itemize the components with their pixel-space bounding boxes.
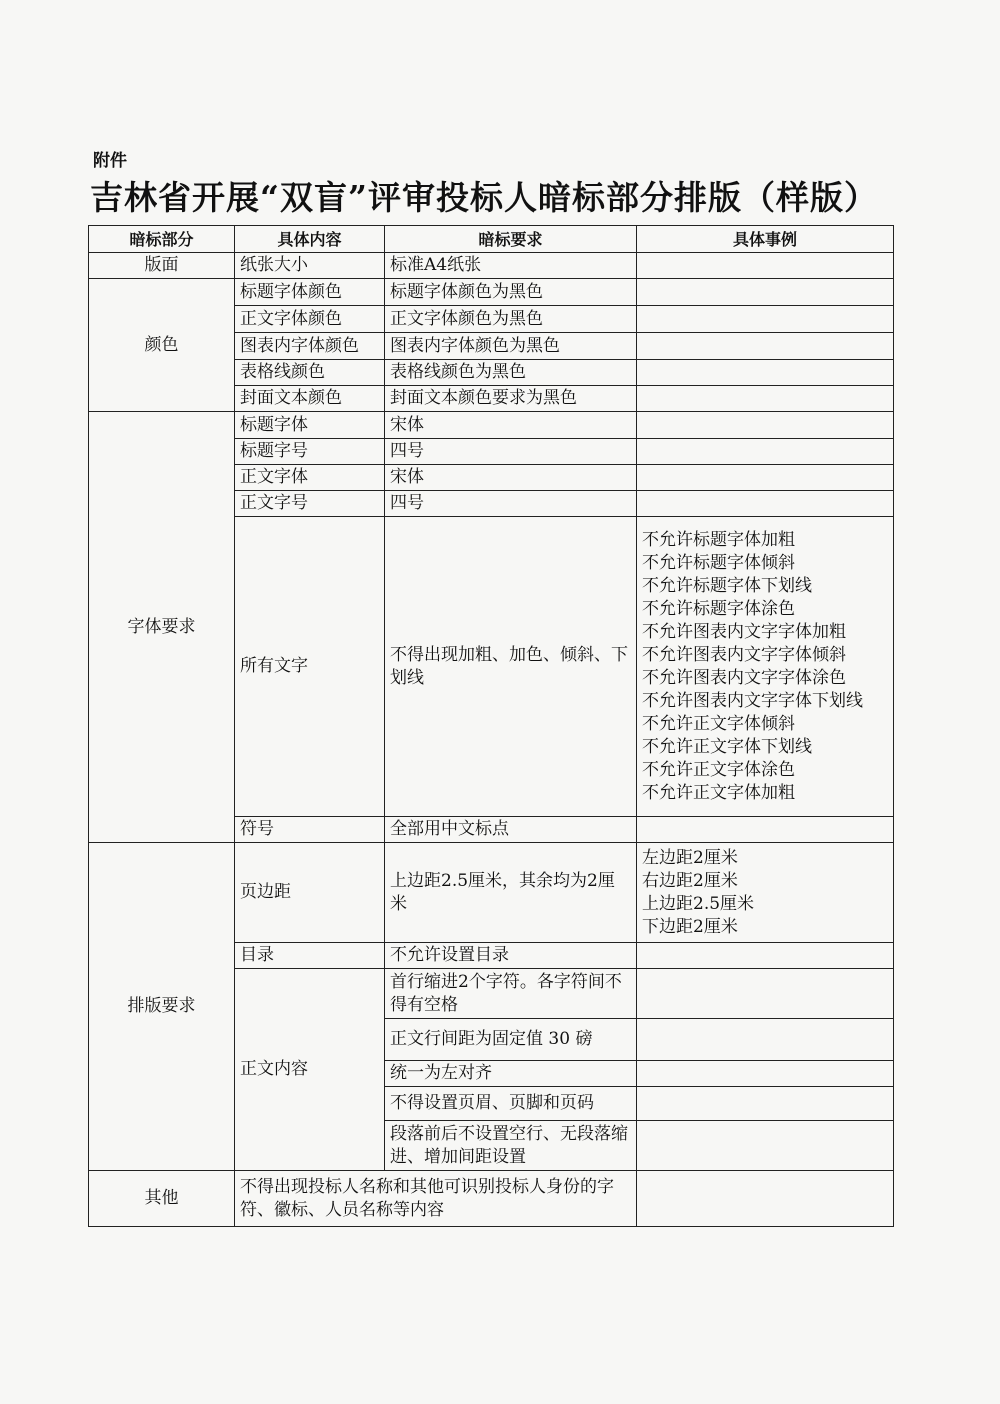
content-cell: 图表内字体颜色 [235, 333, 385, 360]
example-cell [637, 1019, 894, 1061]
example-item: 不允许图表内文字字体加粗 [642, 621, 846, 642]
example-cell [637, 465, 894, 491]
example-item: 不允许标题字体下划线 [642, 575, 812, 596]
example-cell [637, 969, 894, 1019]
requirement-cell: 图表内字体颜色为黑色 [385, 333, 637, 360]
requirements-table [88, 225, 894, 1227]
section-other: 其他 [89, 1171, 235, 1227]
requirement-cell: 段落前后不设置空行、无段落缩进、增加间距设置 [385, 1121, 637, 1171]
example-cell [637, 1121, 894, 1171]
example-item: 不允许标题字体涂色 [642, 598, 795, 619]
section-typesetting: 排版要求 [89, 843, 235, 1171]
header-section: 暗标部分 [89, 226, 235, 253]
content-cell: 纸张大小 [235, 253, 385, 279]
requirement-cell: 表格线颜色为黑色 [385, 360, 637, 386]
example-item: 不允许正文字体涂色 [642, 759, 795, 780]
requirement-cell: 上边距2.5厘米，其余均为2厘米 [385, 843, 637, 943]
content-cell: 标题字体 [235, 412, 385, 439]
requirement-cell: 标题字体颜色为黑色 [385, 279, 637, 306]
requirement-cell: 不允许设置目录 [385, 943, 637, 969]
example-item: 左边距2厘米 [642, 847, 738, 868]
example-cell [637, 439, 894, 465]
attachment-label: 附件 [93, 151, 127, 171]
content-cell: 表格线颜色 [235, 360, 385, 386]
header-content: 具体内容 [235, 226, 385, 253]
content-cell: 标题字号 [235, 439, 385, 465]
example-cell [637, 817, 894, 843]
example-item: 不允许正文字体加粗 [642, 782, 795, 803]
example-cell [637, 1171, 894, 1227]
requirement-cell: 四号 [385, 491, 637, 517]
example-item: 不允许图表内文字字体倾斜 [642, 644, 846, 665]
example-item: 不允许图表内文字字体涂色 [642, 667, 846, 688]
requirement-cell: 标准A4纸张 [385, 253, 637, 279]
header-example: 具体事例 [637, 226, 894, 253]
example-item: 右边距2厘米 [642, 870, 738, 891]
content-cell: 目录 [235, 943, 385, 969]
example-cell [637, 253, 894, 279]
requirement-cell: 正文字体颜色为黑色 [385, 306, 637, 333]
content-cell: 标题字体颜色 [235, 279, 385, 306]
example-list [637, 843, 894, 943]
table-row [89, 412, 894, 439]
requirement-cell: 宋体 [385, 412, 637, 439]
requirement-cell: 全部用中文标点 [385, 817, 637, 843]
example-cell [637, 333, 894, 360]
example-item: 上边距2.5厘米 [642, 893, 755, 914]
table-row [89, 279, 894, 306]
requirement-cell: 不得设置页眉、页脚和页码 [385, 1087, 637, 1121]
content-cell: 正文内容 [235, 969, 385, 1171]
example-cell [637, 412, 894, 439]
example-item: 不允许正文字体倾斜 [642, 713, 795, 734]
section-color: 颜色 [89, 279, 235, 412]
example-cell [637, 1087, 894, 1121]
example-cell [637, 491, 894, 517]
requirement-cell: 首行缩进2个字符。各字符间不得有空格 [385, 969, 637, 1019]
requirement-cell: 不得出现投标人名称和其他可识别投标人身份的字符、徽标、人员名称等内容 [235, 1171, 637, 1227]
table-row [89, 253, 894, 279]
example-cell [637, 360, 894, 386]
example-item: 不允许标题字体加粗 [642, 529, 795, 550]
requirement-cell: 封面文本颜色要求为黑色 [385, 386, 637, 412]
table-row [89, 1171, 894, 1227]
example-item: 不允许图表内文字字体下划线 [642, 690, 863, 711]
header-requirement: 暗标要求 [385, 226, 637, 253]
content-cell: 封面文本颜色 [235, 386, 385, 412]
example-cell [637, 1061, 894, 1087]
requirement-cell: 不得出现加粗、加色、倾斜、下划线 [385, 517, 637, 817]
example-cell [637, 943, 894, 969]
content-cell: 页边距 [235, 843, 385, 943]
requirement-cell: 正文行间距为固定值 30 磅 [385, 1019, 637, 1061]
requirement-cell: 四号 [385, 439, 637, 465]
example-item: 不允许标题字体倾斜 [642, 552, 795, 573]
content-cell: 符号 [235, 817, 385, 843]
content-cell: 所有文字 [235, 517, 385, 817]
content-cell: 正文字体颜色 [235, 306, 385, 333]
requirement-cell: 宋体 [385, 465, 637, 491]
document-title: 吉林省开展“双盲”评审投标人暗标部分排版（样版） [90, 178, 878, 217]
section-layout: 版面 [89, 253, 235, 279]
example-cell [637, 306, 894, 333]
example-cell [637, 386, 894, 412]
table-row [89, 843, 894, 943]
requirement-cell: 统一为左对齐 [385, 1061, 637, 1087]
example-list [637, 517, 894, 817]
example-cell [637, 279, 894, 306]
table-header-row [89, 226, 894, 253]
content-cell: 正文字体 [235, 465, 385, 491]
content-cell: 正文字号 [235, 491, 385, 517]
section-font: 字体要求 [89, 412, 235, 843]
example-item: 下边距2厘米 [642, 916, 738, 937]
example-item: 不允许正文字体下划线 [642, 736, 812, 757]
